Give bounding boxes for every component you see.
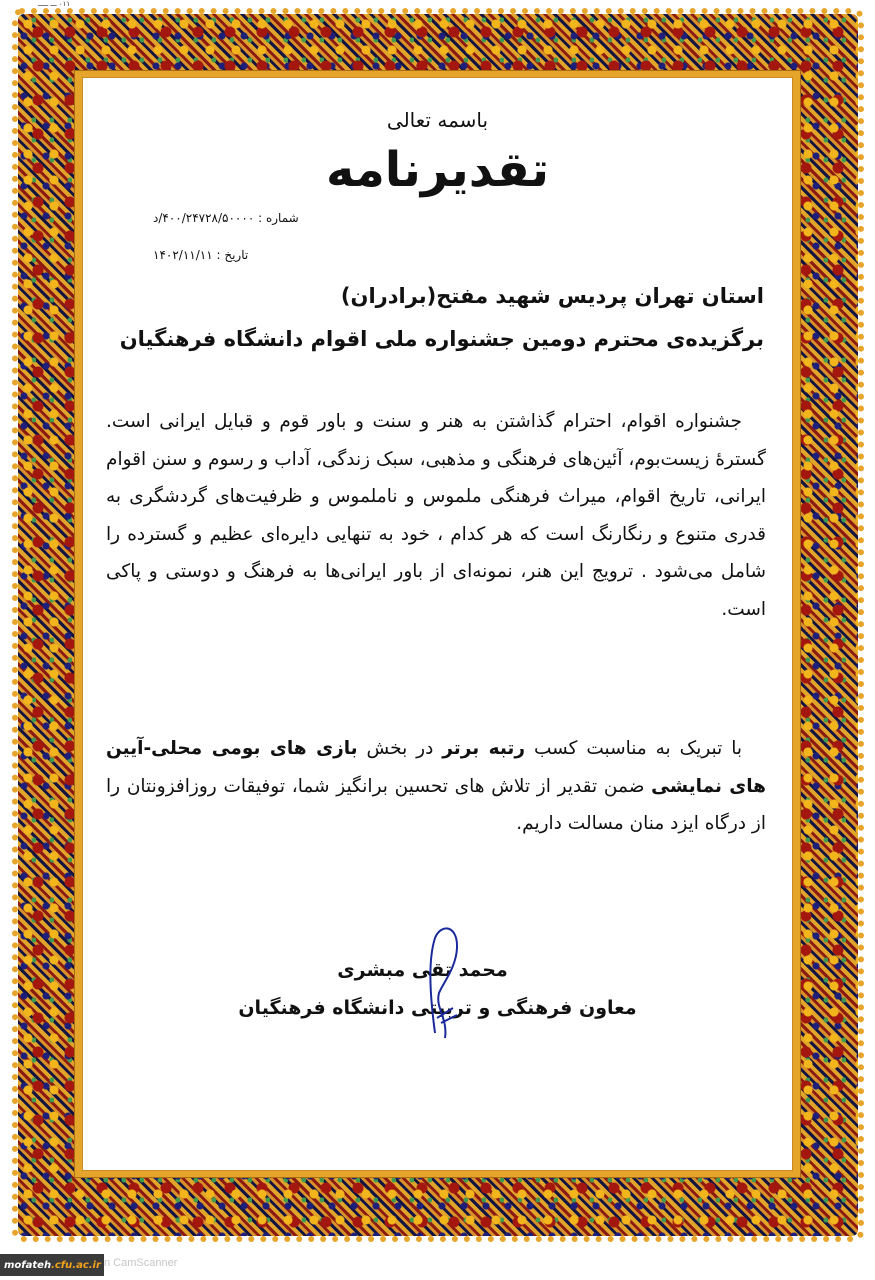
award-category: بازی های بومی محلی-آیین های نمایشی xyxy=(106,738,766,797)
signatory-name: محمد تقی مبشری xyxy=(337,959,508,981)
watermark-site-part2: .cfu.ac.ir xyxy=(51,1259,101,1271)
site-watermark xyxy=(0,1254,104,1276)
recipient-line-2: برگزیده‌ی محترم دومین جشنواره ملی اقوام دانشگاه فرهنگیان xyxy=(119,327,764,351)
number-value: ۴۰۰/۲۴۷۲۸/۵۰۰۰۰/د xyxy=(153,211,255,225)
date-label: تاریخ : xyxy=(216,248,249,262)
body-paragraph-1 xyxy=(106,403,766,628)
award-rank: رتبه برتر xyxy=(442,738,526,759)
letter-date xyxy=(153,248,248,262)
signatory-title: معاون فرهنگی و تربیتی دانشگاه فرهنگیان xyxy=(238,997,637,1019)
number-label: شماره : xyxy=(258,211,299,225)
date-value: ۱۴۰۲/۱۱/۱۱ xyxy=(153,248,213,262)
body-paragraph-2 xyxy=(106,730,766,843)
watermark-site-part1: mofateh xyxy=(4,1259,52,1271)
letter-number xyxy=(153,211,299,225)
handwritten-note: ٠١١ ـــ ـــــ xyxy=(38,0,71,8)
certificate-title: تقدیرنامه xyxy=(325,142,550,198)
paragraph-1-text: جشنواره اقوام، احترام گذاشتن به هنر و سنت و باور قوم و قبایل ایرانی است. گسترهٔ زیست‌بوم، آئین‌های فرهنگی و مذهبی، سبک زندگی، آداب و رسوم و سنن اقوام ایرانی، تاریخ اقوام، میراث فرهنگی ملموس و ناملموس و ظرفیت‌های گردشگری به قدری متنوع و رنگارنگ است که هر کدام ، خود به تنهایی دایره‌ای عظیم و گسترده را شامل می‌شود . ترویج این هنر، نمونه‌ای از باور ایرانی‌ها به فرهنگ و دوستی و پاکی است. xyxy=(106,411,766,620)
paragraph-2-text-b: در بخش xyxy=(357,738,443,759)
camscanner-watermark: n CamScanner xyxy=(104,1257,178,1269)
paragraph-2-text-c: ضمن تقدیر از تلاش های تحسین برانگیز شما، توفیقات روزافزونتان را از درگاه ایزد منان مسالت داریم. xyxy=(106,775,766,834)
basmala-heading: باسمه تعالی xyxy=(386,108,489,132)
certificate-content xyxy=(83,78,792,1170)
recipient-line-1: استان تهران پردیس شهید مفتح(برادران) xyxy=(340,284,764,308)
paragraph-2-text-a: با تبریک به مناسبت کسب xyxy=(525,738,742,759)
handwritten-signature xyxy=(413,923,473,1053)
certificate-paper xyxy=(82,77,793,1171)
